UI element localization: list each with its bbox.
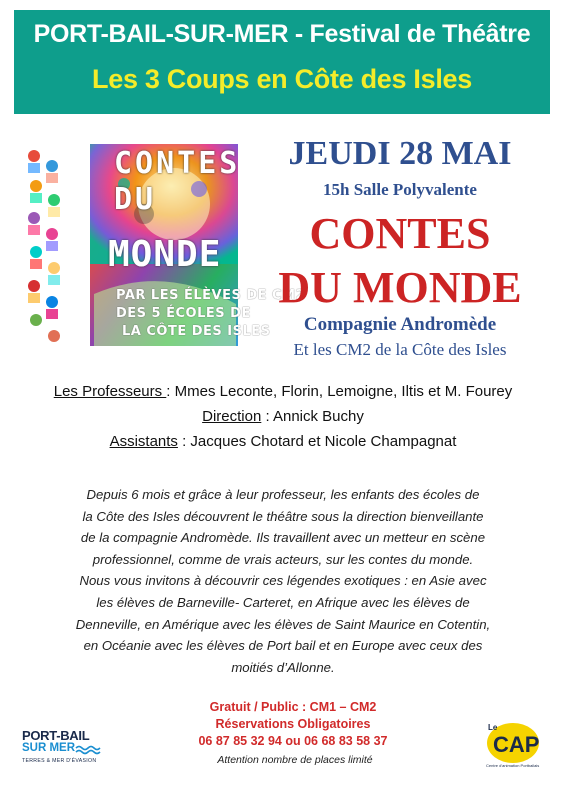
direction-label: Direction: [202, 408, 262, 425]
portbail-logo-line3: TERRES & MER D'ÉVASION: [22, 758, 97, 764]
credits-direction: [0, 408, 566, 425]
assistants-value: : Jacques Chotard et Nicole Champagnat: [177, 433, 457, 450]
show-title-line2: DU MONDE: [278, 263, 522, 312]
portbail-logo-line1: PORT-BAIL: [22, 728, 90, 743]
description-line: professionnel, comme de vrais acteurs, sur les contes du monde.: [92, 551, 474, 567]
cap-logo-art: [484, 718, 542, 770]
poster-subline1: PAR LES ÉLÈVES DE CM2: [116, 288, 306, 303]
credits-assistants: [0, 433, 566, 450]
description-line: la Côte des Isles découvrent le théâtre sous la direction bienveillante: [82, 508, 484, 524]
direction-value: : Annick Buchy: [261, 408, 364, 425]
cap-logo-sub: Centre d'animation Portbailais: [486, 763, 540, 768]
poster-subline3: LA CÔTE DES ISLES: [122, 324, 271, 339]
with-cm2: Et les CM2 de la Côte des Isles: [293, 340, 507, 359]
description-line: Denneville, en Amérique avec les élèves de Saint Maurice en Cotentin,: [75, 616, 491, 632]
header-banner: [14, 10, 550, 114]
price-info: Gratuit / Public : CM1 – CM2: [209, 700, 377, 714]
poster-title-word1: CONTES: [114, 146, 241, 181]
wave-icon: [76, 745, 102, 755]
company-name: Compagnie Andromède: [303, 314, 497, 335]
cap-logo-main: CAP: [493, 732, 540, 757]
event-date: JEUDI 28 MAI: [288, 135, 512, 172]
description-paragraph: [40, 484, 526, 678]
header-line2: Les 3 Coups en Côte des Isles: [92, 64, 472, 94]
poster-image: [24, 144, 306, 346]
poster-subline2: DES 5 ÉCOLES DE: [116, 306, 251, 321]
poster-title-word2: DU: [114, 182, 157, 217]
portbail-logo-line2: SUR MER: [22, 742, 76, 754]
reservation-info: Réservations Obligatoires: [215, 717, 371, 731]
description-line: en Océanie avec les élèves de Port bail et en Europe avec ceux des: [83, 638, 483, 654]
description-line: moitiés d’Allonne.: [231, 659, 335, 675]
places-note: Attention nombre de places limité: [217, 754, 373, 766]
description-line: Depuis 6 mois et grâce à leur professeur, les enfants des écoles de: [86, 487, 480, 502]
description-line: Nous vous invitons à découvrir ces légendes exotiques : en Asie avec: [79, 573, 487, 589]
show-title-line1: CONTES: [309, 209, 491, 258]
credits-teachers: [0, 383, 566, 400]
description-line: de la compagnie Andromède. Ils travaillent avec un metteur en scène: [80, 530, 486, 546]
teachers-label: Les Professeurs: [53, 383, 167, 400]
event-venue: 15h Salle Polyvalente: [323, 180, 477, 199]
assistants-label: Assistants: [109, 433, 178, 450]
description-line: les élèves de Barneville- Carteret, en Afrique avec les élèves de: [96, 594, 470, 610]
cap-logo-top: Le: [488, 723, 498, 732]
cap-logo: [484, 718, 542, 770]
poster-title-word3: MONDE: [108, 234, 222, 275]
teachers-value: : Mmes Leconte, Florin, Lemoigne, Iltis et M. Fourey: [166, 383, 513, 400]
phone-numbers: 06 87 85 32 94 ou 06 68 83 58 37: [198, 734, 388, 748]
header-line1: PORT-BAIL-SUR-MER - Festival de Théâtre: [33, 20, 531, 48]
portbail-logo: [22, 728, 102, 772]
